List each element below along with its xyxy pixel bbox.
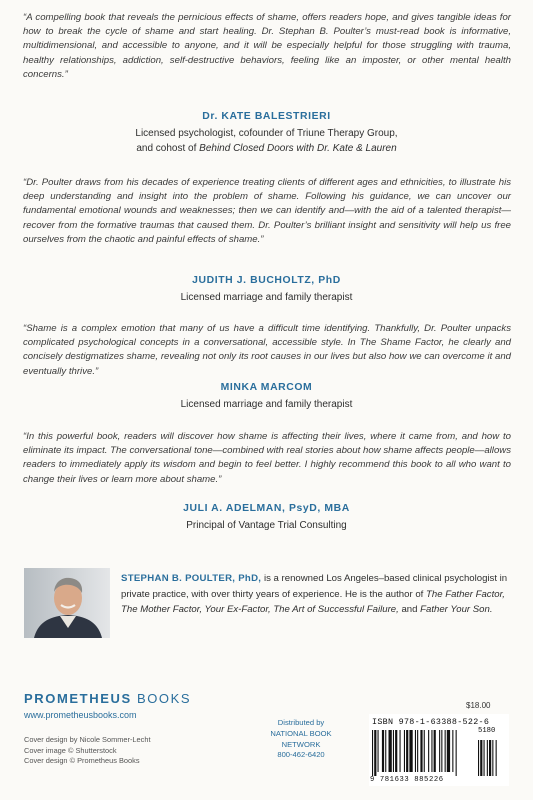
book-title: Father Your Son. (420, 604, 493, 616)
credit-line: Cover design by Nicole Sommer-Lecht (24, 735, 151, 744)
testimonial-quote: “Dr. Poulter draws from his decades of experience treating clients of different ages and ethnicities, to illustrate his deep understanding and insight into the problem of shame. Following his guidance, we can uncover our fundamental emotional wounds and weaknesses; then we can identify and—with the aid of a talented therapist—recover from the formative traumas that caused them. Dr. Poulter’s brilliant insight and sensitivity will help us free ourselves from the chaotic and painful effects of shame.” (23, 177, 511, 245)
dist-line: NETWORK (281, 739, 321, 749)
testimonial-author-role (0, 126, 533, 156)
dist-phone: 800-462-6420 (277, 750, 325, 760)
testimonial-author-role: Licensed marriage and family therapist (180, 292, 353, 303)
dist-line: Distributed by (277, 718, 325, 727)
publisher-logo (24, 691, 191, 706)
book-titles: The Father Factor, The Mother Factor, Your Ex-Factor, The Art of Successful Failure, (121, 588, 505, 616)
role-line: and cohost of (136, 143, 200, 154)
testimonial-author-role: Principal of Vantage Trial Consulting (186, 520, 347, 531)
publisher-name-books: BOOKS (131, 691, 192, 706)
barcode-number: 9 781633 885226 (370, 776, 444, 784)
distribution-info (245, 718, 357, 761)
barcode-addon-number: 5180 (478, 727, 496, 735)
author-bio (121, 571, 519, 618)
cover-credits (24, 735, 234, 767)
credit-line: Cover design © Prometheus Books (24, 756, 140, 766)
publisher-url[interactable]: www.prometheusbooks.com (24, 710, 137, 720)
publisher-name: PROMETHEUS (24, 691, 132, 706)
podcast-title: Behind Closed Doors with Dr. Kate & Lauren (199, 143, 397, 154)
credit-line: Cover image © Shutterstock (24, 745, 117, 755)
testimonial-author-name: JUDITH J. BUCHOLTZ, PhD (192, 275, 341, 286)
testimonial-quote: “A compelling book that reveals the pernicious effects of shame, offers readers hope, and gives tangible ideas for how to break the cycle of shame and start healing. Dr. Stephan B. Poulter’s must-read book is informative, multidimensional, and accessible to anyone, and it will be especially helpful for those struggling with trauma, healthy relationships, addiction, self-destructive behaviors, feeling like an imposter, or other mental health concerns.” (23, 12, 511, 80)
testimonial-author-name: MINKA MARCOM (220, 382, 313, 393)
author-photo (24, 568, 110, 638)
testimonial-quote: “Shame is a complex emotion that many of us have a difficult time identifying. Thankfully, Dr. Poulter unpacks complicated psychological concepts in a conversational, accessible style. In The Shame Factor, he clearly and concisely destigmatizes shame, revealing not only its root causes in our lives but also how we can overcome it and eventually thrive.” (23, 323, 511, 377)
dist-line: NATIONAL BOOK (270, 728, 332, 738)
role-line: Licensed psychologist, cofounder of Triune Therapy Group, (135, 128, 398, 139)
price-label: $18.00 (466, 701, 491, 710)
testimonial-author-name: JULI A. ADELMAN, PsyD, MBA (183, 503, 350, 514)
bio-text: is a renowned Los Angeles–based clinical psychologist in private practice, with over thirty years of experience. He is the author of (121, 573, 508, 600)
testimonial-author-role: Licensed marriage and family therapist (180, 399, 353, 410)
testimonial-author-name: Dr. KATE BALESTRIERI (202, 111, 331, 122)
bio-text: and (398, 604, 421, 616)
author-portrait-image (24, 568, 110, 638)
author-name: STEPHAN B. POULTER, PhD, (121, 573, 262, 584)
isbn-text: ISBN 978-1-63388-522-6 (372, 717, 490, 727)
barcode-icon (372, 730, 508, 776)
testimonial-quote: “In this powerful book, readers will discover how shame is affecting their lives, where it came from, and how to eliminate its impact. The conversational tone—combined with real stories about how shame affects people—allows readers to immediately apply its wisdom and begin to feel better. I highly recommend this book to all who want to change their lives or learn more about shame.” (23, 431, 511, 485)
